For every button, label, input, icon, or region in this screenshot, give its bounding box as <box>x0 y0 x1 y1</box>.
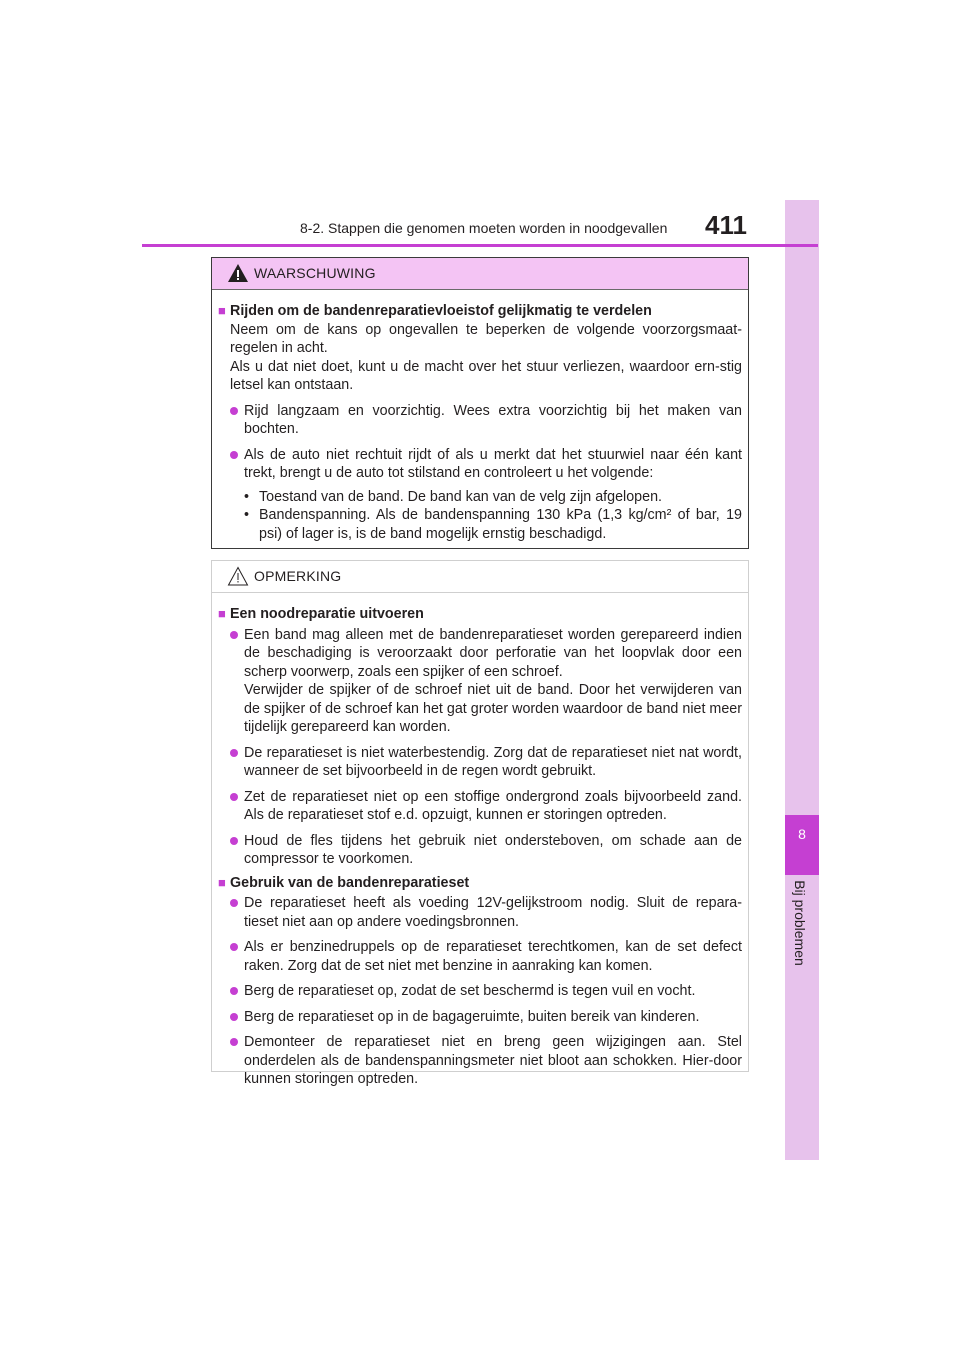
list-item: Als er benzinedruppels op de reparatieset terechtkomen, kan de set defect raken. Zorg dat de set niet met benzine in aanraking kan komen. <box>230 938 742 975</box>
bullet-dot-icon <box>230 837 238 845</box>
notice-header <box>212 561 748 593</box>
square-bullet-icon: ■ <box>218 303 226 318</box>
list-item: De reparatieset is niet waterbestendig. Zorg dat de reparatieset niet nat wordt, wanneer de set bijvoorbeeld in de regen wordt gebruikt. <box>230 744 742 781</box>
list-item: Rijd langzaam en voorzichtig. Wees extra voorzichtig bij het maken van bochten. <box>230 402 742 439</box>
bullet-dot-icon <box>230 899 238 907</box>
warning-intro-2: Als u dat niet doet, kunt u de macht over het stuur verliezen, waardoor ern-stig letsel kan ontstaan. <box>230 358 742 393</box>
warning-title: WAARSCHUWING <box>254 265 376 281</box>
notice-heading-1: ■ Een noodreparatie uitvoeren <box>218 606 424 622</box>
bullet-dot-icon <box>230 631 238 639</box>
bullet-dot-icon <box>230 1038 238 1046</box>
square-bullet-icon: ■ <box>218 874 226 890</box>
sub-list-item: • Toestand van de band. De band kan van de velg zijn afgelopen. <box>244 488 662 505</box>
list-item: Zet de reparatieset niet op een stoffige ondergrond zoals bijvoorbeeld zand. Als de reparatieset stof e.d. opzuigt, kunnen er storingen optreden. <box>230 788 742 825</box>
caution-triangle-icon <box>227 566 249 591</box>
bullet-dot-icon <box>230 987 238 995</box>
page-number: 411 <box>705 210 747 240</box>
warning-box <box>211 257 749 549</box>
bullet-dot-icon <box>230 749 238 757</box>
warning-header <box>212 258 748 290</box>
chapter-side-tab <box>785 200 819 1160</box>
warning-heading: ■ Rijden om de bandenreparatievloeistof gelijkmatig te verdelen <box>218 303 652 319</box>
notice-box <box>211 560 749 1087</box>
warning-intro: Neem om de kans op ongevallen te beperken de volgende voorzorgsmaat-regelen in acht. <box>230 321 742 356</box>
bullet-dot-icon <box>230 943 238 951</box>
list-item: Als de auto niet rechtuit rijdt of als u merkt dat het stuurwiel naar één kant trekt, brengt u de auto tot stilstand en controleert u het volgende: <box>230 446 742 483</box>
bullet-dot-icon <box>230 793 238 801</box>
chapter-title: Bij problemen <box>792 880 808 966</box>
list-item: Houd de fles tijdens het gebruik niet ondersteboven, om schade aan de compressor te voorkomen. <box>230 832 742 869</box>
list-item: De reparatieset heeft als voeding 12V-gelijkstroom nodig. Sluit de repara-tieset niet aan op andere voedingsbronnen. <box>230 894 742 931</box>
bullet-dot-icon <box>230 407 238 415</box>
sub-list-item: • Bandenspanning. Als de bandenspanning 130 kPa (1,3 kg/cm² of bar, 19 psi) of lager is, is de band mogelijk ernstig beschadigd. <box>244 507 742 542</box>
list-item: Berg de reparatieset op in de bagageruimte, buiten bereik van kinderen. <box>230 1008 742 1027</box>
list-item: Berg de reparatieset op, zodat de set beschermd is tegen vuil en vocht. <box>230 982 742 1001</box>
section-title: 8-2. Stappen die genomen moeten worden in noodgevallen <box>300 220 668 236</box>
notice-heading-2: ■ Gebruik van de bandenreparatieset <box>218 874 470 891</box>
list-item: Demonteer de reparatieset niet en breng geen wijzigingen aan. Stel onderdelen als de bandenspanningsmeter niet bloot aan schokken. Hier-door kunnen storingen optreden. <box>230 1033 742 1089</box>
list-item: Een band mag alleen met de bandenreparatieset worden gerepareerd indien de beschadiging is veroorzaakt door perforatie van het loopvlak door een scherp voorwerp, zoals een spijker of een schroef. Verwijder de spijker of de schroef niet uit de band. Door het verwijderen van de spijker of de schroef kan het gat groter worden waardoor de band niet meer tijdelijk gerepareerd kan worden. <box>230 626 742 737</box>
notice-title: OPMERKING <box>254 568 342 584</box>
square-bullet-icon: ■ <box>218 606 226 621</box>
header-rule <box>142 244 818 247</box>
chapter-number: 8 <box>798 826 806 842</box>
warning-triangle-icon <box>227 263 249 288</box>
bullet-dot-icon <box>230 1013 238 1021</box>
bullet-dot-icon <box>230 451 238 459</box>
